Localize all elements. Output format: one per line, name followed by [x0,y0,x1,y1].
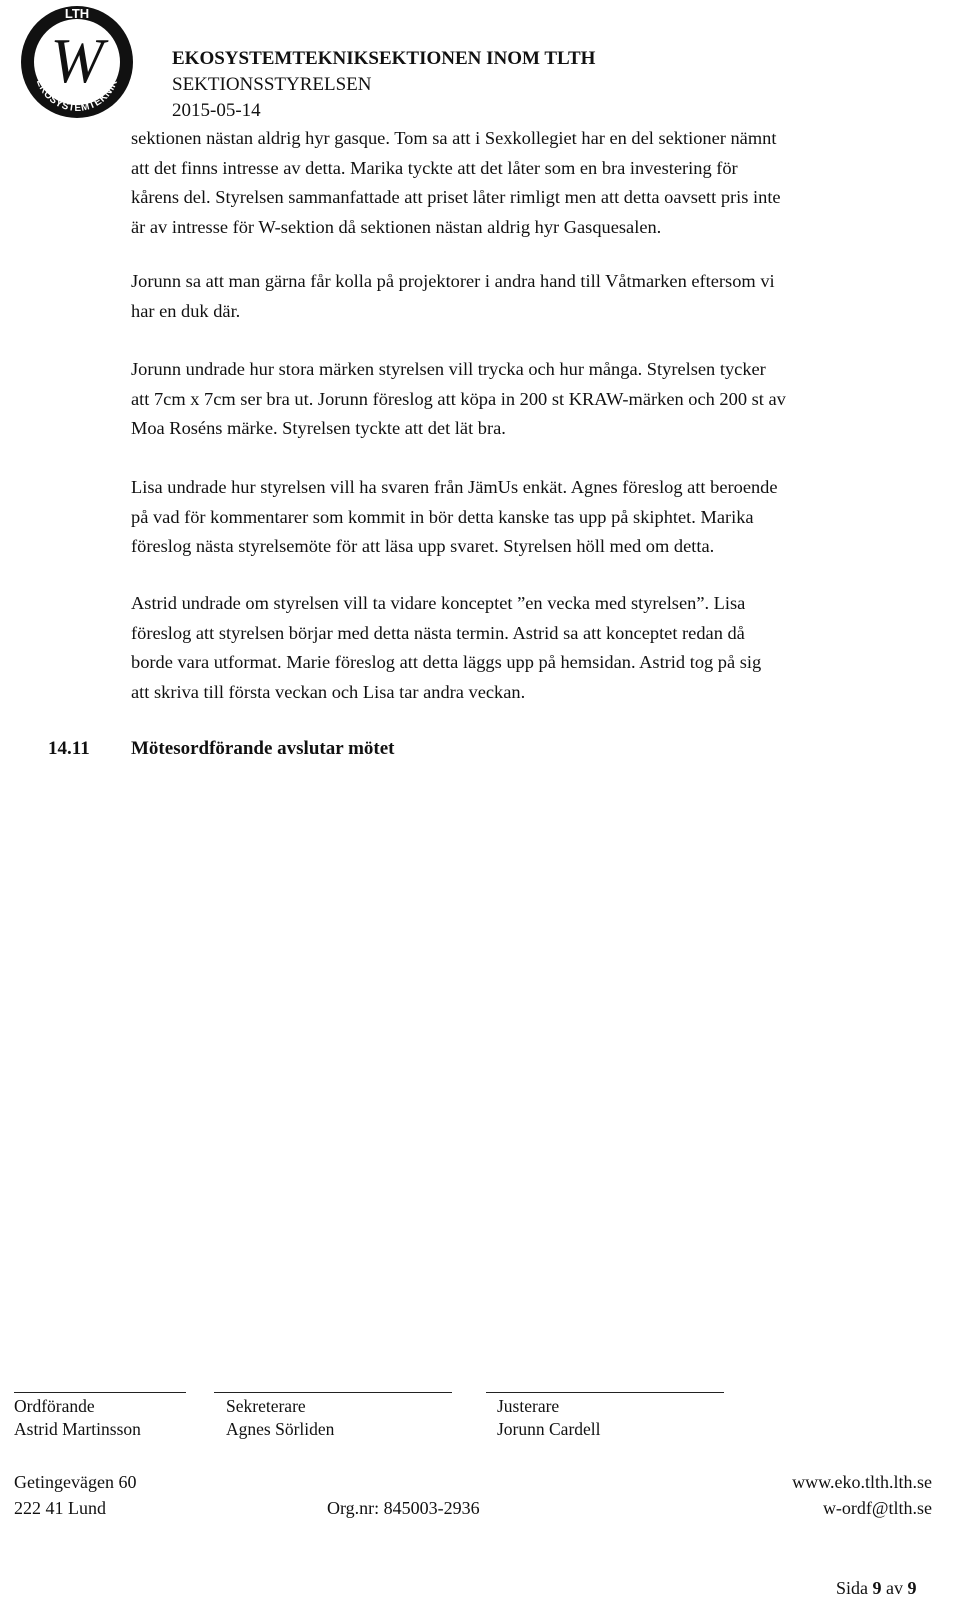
logo-lth-text: LTH [64,6,90,21]
paragraph-line: Jorunn sa att man gärna får kolla på projektorer i andra hand till Våtmarken eftersom vi [131,271,775,291]
page-separator: av [886,1578,904,1598]
page-number [836,1578,917,1599]
paragraph-line: kårens del. Styrelsen sammanfattade att priset låter rimligt men att detta oavsett pris inte [131,187,781,207]
footer-website[interactable]: www.eko.tlth.lth.se [792,1472,932,1492]
paragraph-line: föreslog att styrelsen börjar med detta nästa termin. Astrid sa att konceptet redan då [131,622,745,643]
paragraph-projektorer [131,267,939,326]
signature-role: Sekreterare [226,1396,306,1416]
signature-line-ordforande [14,1392,186,1393]
paragraph-line: har en duk där. [131,300,241,321]
footer-email[interactable]: w-ordf@tlth.se [822,1498,932,1518]
logo-ring-text: EKOSYSTEMTEKNIK [33,77,121,114]
header-date: 2015-05-14 [172,100,261,121]
paragraph-line: att 7cm x 7cm ser bra ut. Jorunn föreslog att köpa in 200 st KRAW-märken och 200 st av [131,388,786,409]
ekosystemteknik-logo [18,0,136,124]
footer-city: 222 41 Lund [14,1498,106,1518]
signature-name: Astrid Martinsson [14,1419,141,1439]
signature-name: Jorunn Cardell [497,1419,601,1439]
paragraph-line: Lisa undrade hur styrelsen vill ha svaren från JämUs enkät. Agnes föreslog att beroende [131,477,778,497]
paragraph-jamus-enkat [131,473,939,562]
page-total: 9 [907,1578,917,1598]
header-organization: EKOSYSTEMTEKNIKSEKTIONEN INOM TLTH [172,48,596,69]
paragraph-line: Jorunn undrade hur stora märken styrelsen vill trycka och hur många. Styrelsen tycker [131,359,766,379]
paragraph-line: att det finns intresse av detta. Marika tyckte att det låter som en bra investering för [131,157,738,178]
section-title: Mötesordförande avslutar mötet [131,738,395,759]
footer-street: Getingevägen 60 [14,1472,137,1492]
paragraph-line: är av intresse för W-sektion då sektionen nästan aldrig hyr Gasquesalen. [131,216,662,237]
paragraph-gasque [131,124,939,242]
paragraph-line: att skriva till första veckan och Lisa tar andra veckan. [131,681,526,702]
signature-line-sekreterare [214,1392,452,1393]
footer-orgnr: Org.nr: 845003-2936 [327,1498,480,1518]
page-current: 9 [872,1578,882,1598]
header-board: SEKTIONSSTYRELSEN [172,74,372,95]
signature-role: Ordförande [14,1396,95,1416]
signature-name: Agnes Sörliden [226,1419,335,1439]
signature-line-justerare [486,1392,724,1393]
paragraph-line: Moa Roséns märke. Styrelsen tyckte att det lät bra. [131,418,506,438]
paragraph-marken [131,355,939,444]
paragraph-line: borde vara utformat. Marie föreslog att detta läggs upp på hemsidan. Astrid tog på sig [131,652,762,672]
paragraph-vecka-med-styrelsen [131,589,939,707]
signature-role: Justerare [497,1396,560,1416]
section-number: 14.11 [48,738,90,759]
paragraph-line: på vad för kommentarer som kommit in bör detta kanske tas upp på skiphtet. Marika [131,506,754,527]
paragraph-line: föreslog nästa styrelsemöte för att läsa upp svaret. Styrelsen höll med om detta. [131,536,715,556]
paragraph-line: sektionen nästan aldrig hyr gasque. Tom sa att i Sexkollegiet har en del sektioner nämnt [131,128,777,148]
page-prefix: Sida [836,1578,869,1598]
paragraph-line: Astrid undrade om styrelsen vill ta vidare konceptet ”en vecka med styrelsen”. Lisa [131,593,746,613]
logo-w-letter: W [50,25,104,96]
